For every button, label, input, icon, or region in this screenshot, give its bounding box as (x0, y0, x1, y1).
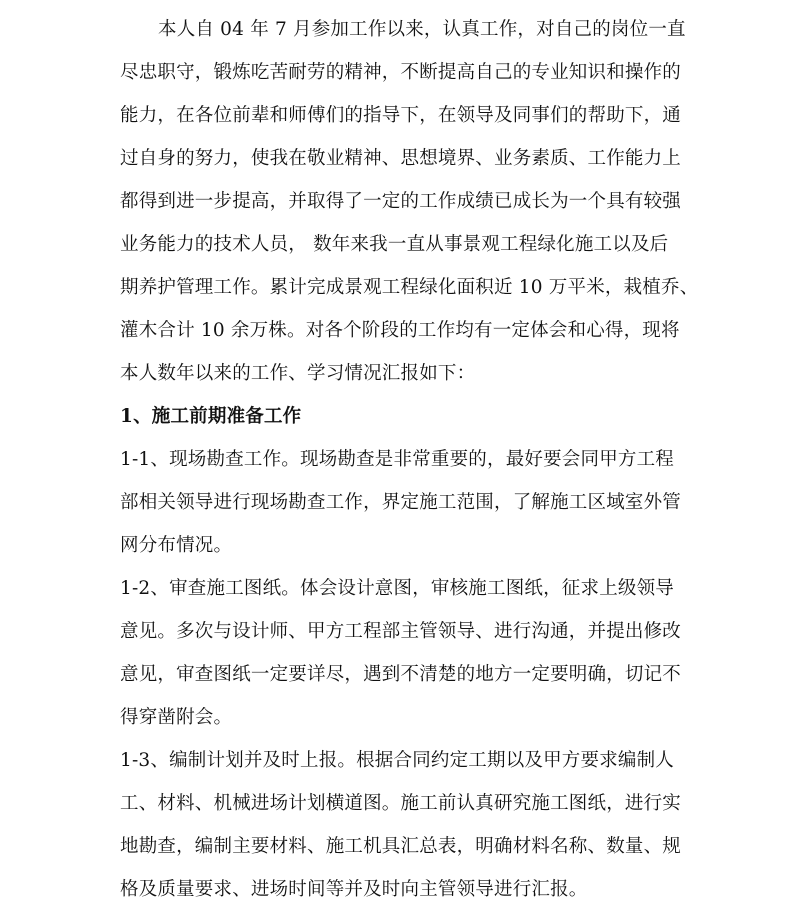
section-heading: 1、施工前期准备工作 (120, 406, 302, 427)
intro-line: 过自身的努力，使我在敬业精神、思想境界、业务素质、工作能力上 (120, 148, 682, 169)
paragraph-line: 意见，审查图纸一定要详尽，遇到不清楚的地方一定要明确，切记不 (120, 664, 682, 685)
paragraph-line: 1-2、审查施工图纸。体会设计意图，审核施工图纸，征求上级领导 (120, 578, 674, 599)
paragraph-line: 意见。多次与设计师、甲方工程部主管领导、进行沟通，并提出修改 (120, 621, 682, 642)
paragraph-line: 网分布情况。 (120, 535, 233, 556)
paragraph-line: 地勘查，编制主要材料、施工机具汇总表，明确材料名称、数量、规 (120, 836, 682, 857)
intro-line: 期养护管理工作。累计完成景观工程绿化面积近 10 万平米，栽植乔、 (120, 277, 699, 298)
paragraph-line: 1-3、编制计划并及时上报。根据合同约定工期以及甲方要求编制人 (120, 750, 674, 771)
intro-line: 都得到进一步提高，并取得了一定的工作成绩已成长为一个具有较强 (120, 191, 682, 212)
paragraph-line: 得穿凿附会。 (120, 707, 233, 728)
paragraph-line: 格及质量要求、进场时间等并及时向主管领导进行汇报。 (120, 879, 588, 900)
intro-line: 本人自 04 年 7 月参加工作以来，认真工作，对自己的岗位一直 (158, 19, 686, 40)
paragraph-line: 工、材料、机械进场计划横道图。施工前认真研究施工图纸，进行实 (120, 793, 682, 814)
intro-line: 本人数年以来的工作、学习情况汇报如下： (120, 363, 476, 384)
paragraph-line: 1-1、现场勘查工作。现场勘查是非常重要的，最好要会同甲方工程 (120, 449, 674, 470)
intro-line: 尽忠职守，锻炼吃苦耐劳的精神，不断提高自己的专业知识和操作的 (120, 62, 682, 83)
paragraph-line: 部相关领导进行现场勘查工作，界定施工范围，了解施工区域室外管 (120, 492, 682, 513)
intro-line: 能力，在各位前辈和师傅们的指导下，在领导及同事们的帮助下，通 (120, 105, 682, 126)
intro-line: 灌木合计 10 余万株。对各个阶段的工作均有一定体会和心得，现将 (120, 320, 680, 341)
intro-line: 业务能力的技术人员， 数年来我一直从事景观工程绿化施工以及后 (120, 234, 669, 255)
